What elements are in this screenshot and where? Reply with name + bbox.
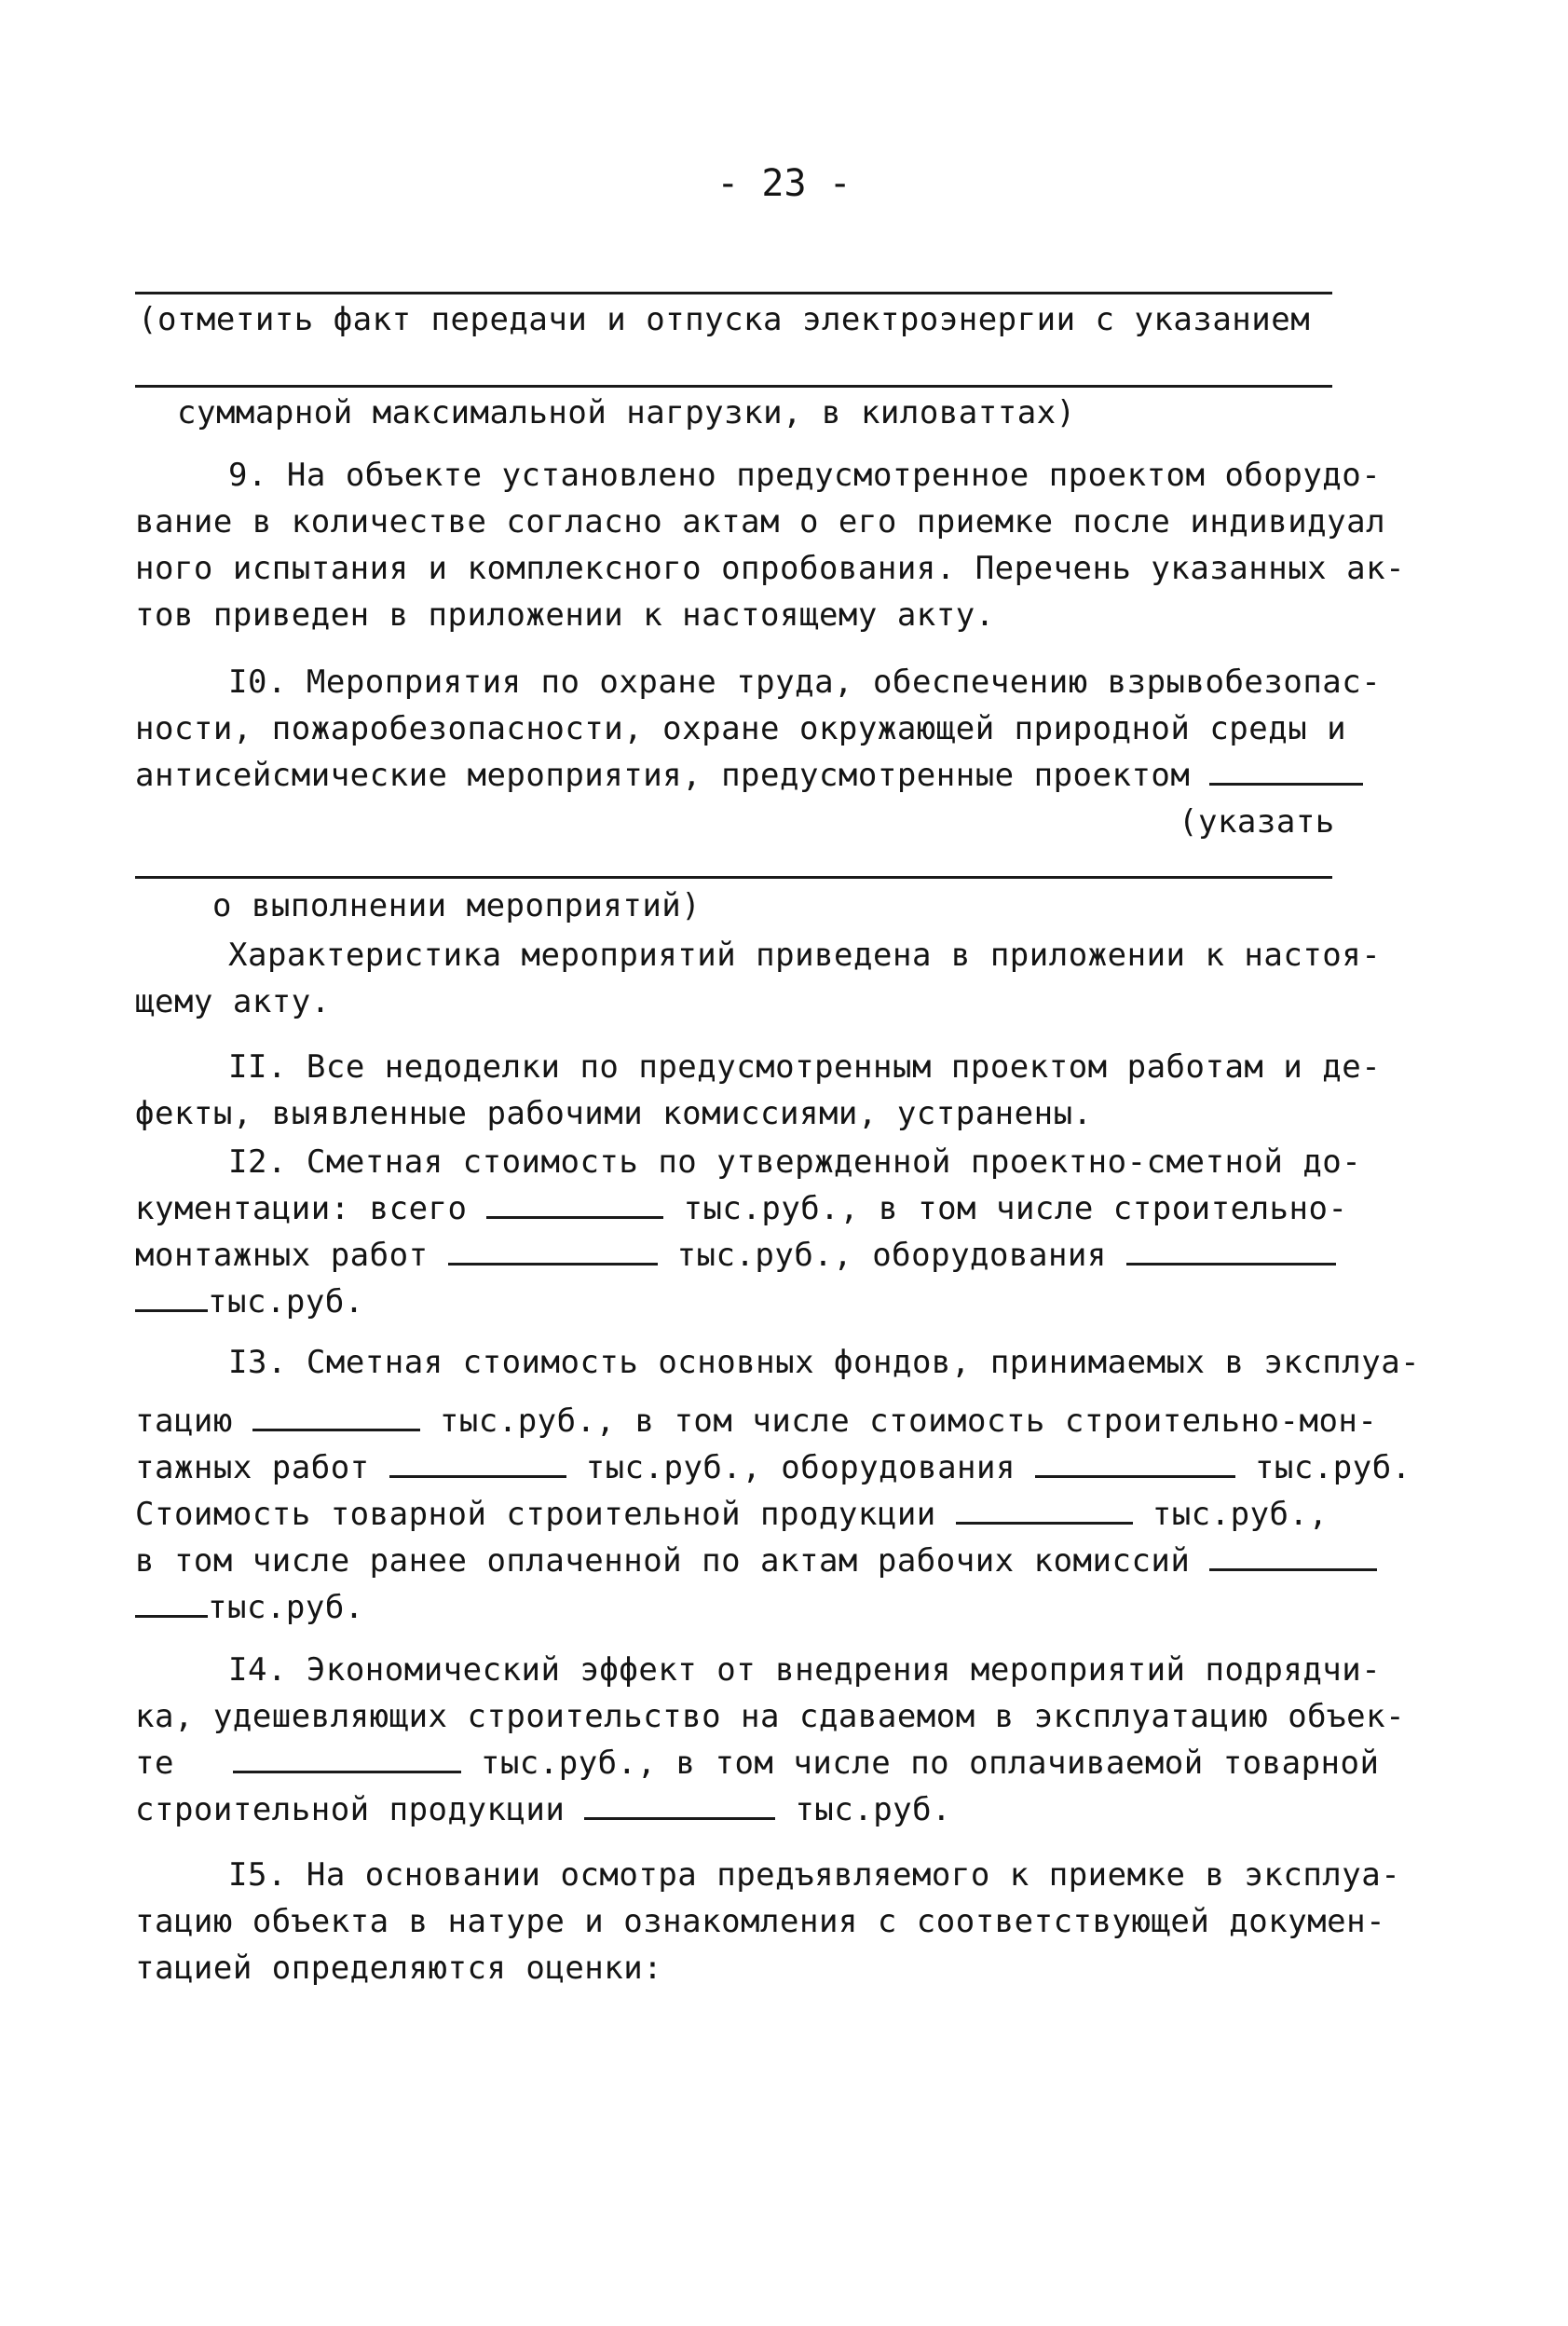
item-14-effect-unit: тыс.руб., в том числе по оплачиваемой товарной [480, 1744, 1380, 1782]
item-13-paid-label: в том числе ранее оплаченной по актам рабочих комиссий [135, 1542, 1191, 1580]
item-12-equipment-label: тыс.руб., оборудования [676, 1237, 1107, 1274]
item-13-line-4 [135, 1496, 1328, 1533]
fill-equipment-cost [1126, 1238, 1336, 1266]
item-12-total-unit: тыс.руб., в том числе строительно- [683, 1190, 1348, 1227]
item-10-line-2: ности, пожаробезопасности, охране окружающей природной среды и [135, 710, 1347, 747]
item-13-line-1: I3. Сметная стоимость основных фондов, принимаемых в эксплуа- [228, 1344, 1421, 1381]
measures-annex-line-2: щему акту. [135, 983, 331, 1020]
item-12-works-label: монтажных работ [135, 1237, 429, 1274]
fill-13-equipment-cost [1035, 1451, 1235, 1478]
fill-works-cost [448, 1238, 658, 1266]
fill-paid-cost [1209, 1544, 1377, 1571]
item-12-line-1: I2. Сметная стоимость по утвержденной проектно-сметной до- [228, 1143, 1362, 1181]
item-13-line-6 [135, 1589, 364, 1626]
fill-line-load [135, 385, 1332, 388]
item-14-object-label: те [135, 1744, 174, 1782]
measures-annex-line-1: Характеристика мероприятий приведена в приложении к настоя- [228, 937, 1382, 974]
fill-line-measures-full [135, 876, 1332, 879]
item-11-line-1: II. Все недоделки по предусмотренным проектом работам и де- [228, 1048, 1382, 1086]
item-10-line-1: I0. Мероприятия по охране труда, обеспечению взрывобезопас- [228, 664, 1382, 701]
fill-13-works-cost [389, 1451, 566, 1478]
item-9-line-4: тов приведен в приложении к настоящему акту. [135, 596, 995, 634]
item-9-line-3: ного испытания и комплексного опробования. Перечень указанных ак- [135, 550, 1406, 587]
item-14-line-3 [135, 1744, 1379, 1782]
item-13-equipment-unit: тыс.руб. [1254, 1449, 1411, 1486]
item-11-line-2: фекты, выявленные рабочими комиссиями, устранены. [135, 1095, 1093, 1132]
item-13-operation-label: тацию [135, 1402, 233, 1440]
item-13-line-3 [135, 1449, 1411, 1486]
note-specify: (указать [1179, 803, 1335, 841]
item-12-line-2 [135, 1190, 1347, 1227]
item-12-total-label: кументации: всего [135, 1190, 468, 1227]
note-max-load: суммарной максимальной нагрузки, в киловаттах) [177, 394, 1076, 431]
item-12-line-3 [135, 1237, 1336, 1274]
note-electricity: (отметить факт передачи и отпуска электроэнергии с указанием [138, 301, 1311, 338]
note-measures-done: о выполнении мероприятий) [212, 887, 702, 924]
item-13-line-2 [135, 1402, 1377, 1440]
item-10-line-3-text: антисейсмические мероприятия, предусмотренные проектом [135, 757, 1191, 794]
item-14-line-4 [135, 1791, 951, 1828]
item-14-line-1: I4. Экономический эффект от внедрения мероприятий подрядчи- [228, 1651, 1382, 1689]
item-13-paid-unit: тыс.руб. [208, 1589, 364, 1626]
item-12-equipment-unit: тыс.руб. [208, 1283, 364, 1320]
item-14-commodity-unit: тыс.руб. [795, 1791, 952, 1828]
item-9-line-2: вание в количестве согласно актам о его приемке после индивидуал [135, 503, 1386, 540]
page-number: - 23 - [716, 162, 852, 205]
fill-paid-cost-cont [135, 1591, 208, 1618]
item-9-line-1: 9. На объекте установлено предусмотренное проектом оборудо- [228, 457, 1382, 494]
item-13-equipment-label: тыс.руб., оборудования [585, 1449, 1016, 1486]
item-13-works-label: тажных работ [135, 1449, 370, 1486]
fill-effect-commodity [584, 1793, 775, 1820]
fill-line-top [135, 292, 1332, 294]
item-13-commodity-unit: тыс.руб., [1152, 1496, 1329, 1533]
fill-line-measures [1209, 759, 1363, 786]
item-13-operation-unit: тыс.руб., в том числе стоимость строительно-мон- [439, 1402, 1378, 1440]
item-12-line-4 [135, 1283, 364, 1320]
fill-economic-effect [233, 1746, 461, 1773]
item-13-commodity-label: Стоимость товарной строительной продукции [135, 1496, 936, 1533]
item-14-commodity-label: строительной продукции [135, 1791, 566, 1828]
fill-total-cost [486, 1192, 663, 1219]
item-13-line-5 [135, 1542, 1377, 1580]
item-10-line-3 [135, 757, 1363, 794]
fill-fixed-assets-cost [252, 1404, 420, 1431]
fill-commodity-cost [956, 1498, 1133, 1525]
item-15-line-1: I5. На основании осмотра предъявляемого к приемке в эксплуа- [228, 1856, 1401, 1894]
item-15-line-3: тацией определяются оценки: [135, 1950, 663, 1987]
fill-equipment-cost-cont [135, 1285, 208, 1312]
item-15-line-2: тацию объекта в натуре и ознакомления с соответствующей докумен- [135, 1903, 1386, 1940]
item-14-line-2: ка, удешевляющих строительство на сдаваемом в эксплуатацию объек- [135, 1698, 1406, 1735]
